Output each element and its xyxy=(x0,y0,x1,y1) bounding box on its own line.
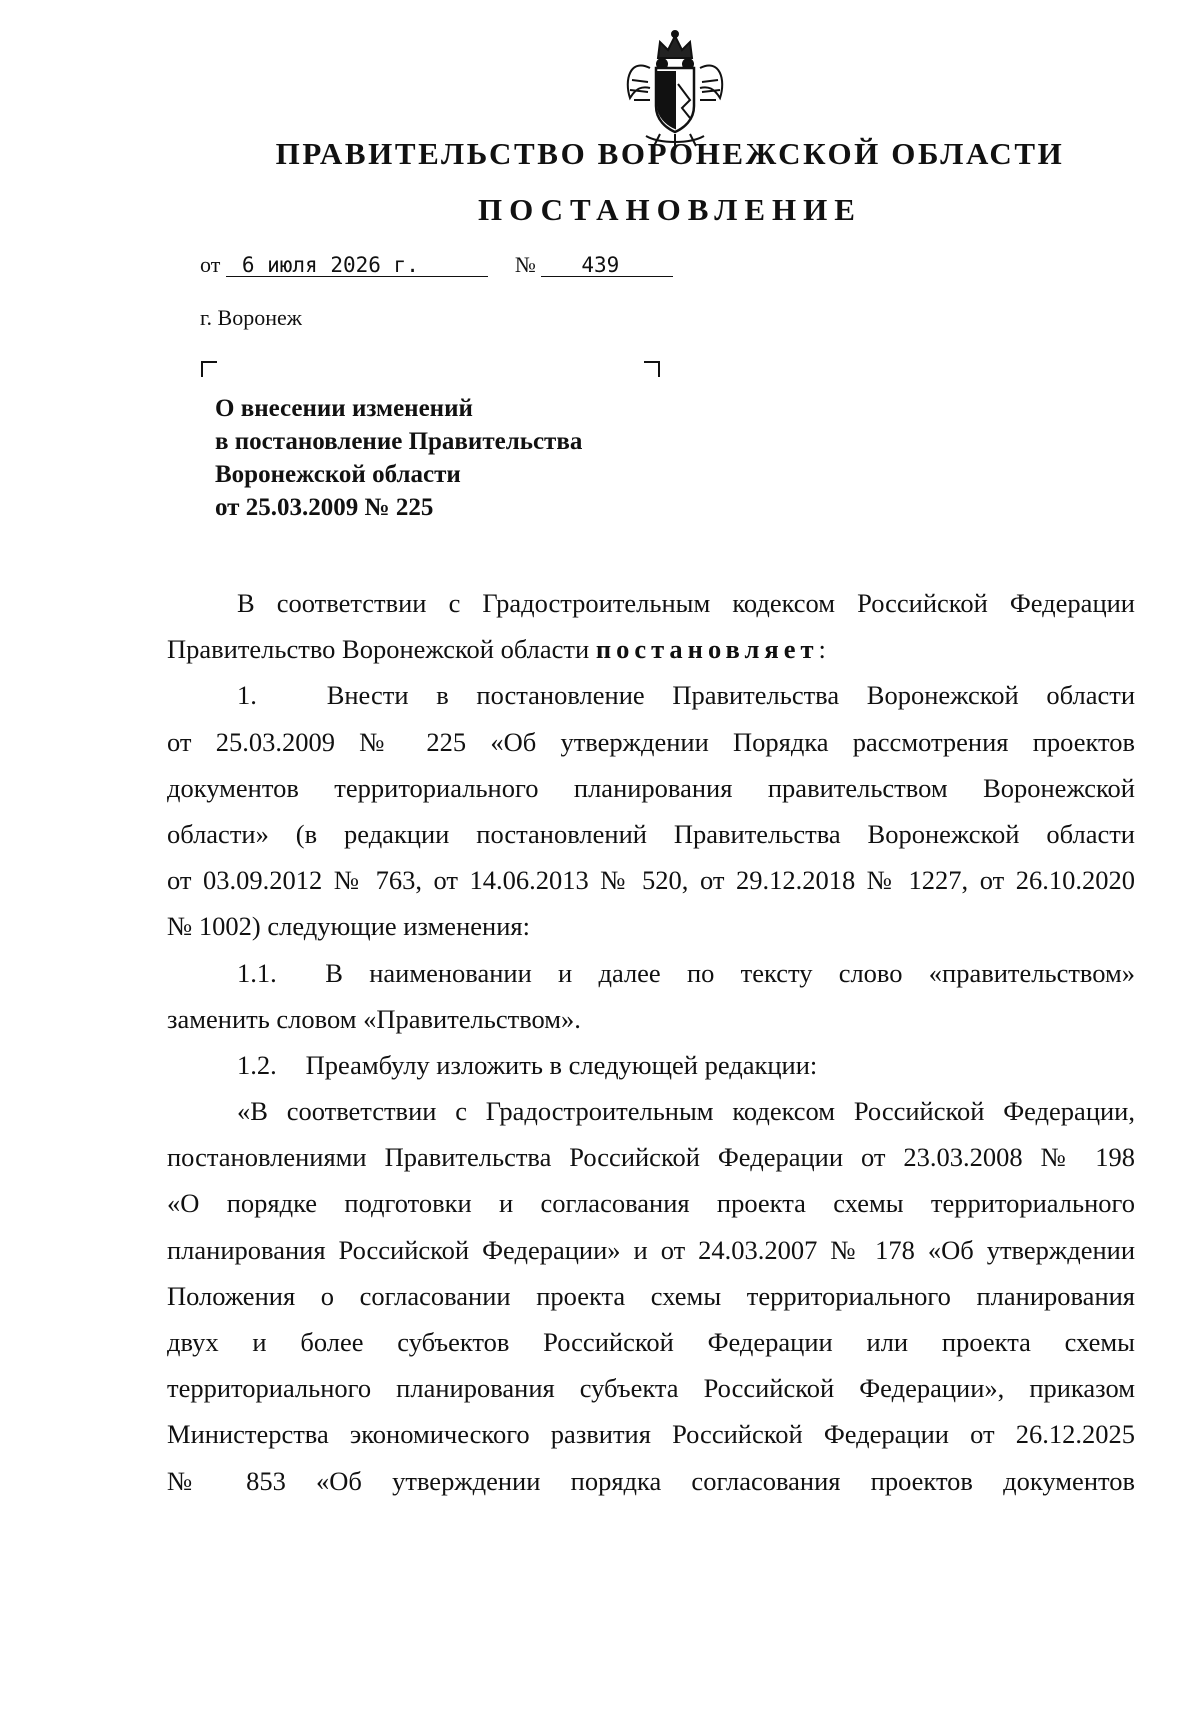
paragraph-1-number: 1. xyxy=(237,680,257,711)
government-name: ПРАВИТЕЛЬСТВО ВОРОНЕЖСКОЙ ОБЛАСТИ xyxy=(275,136,1065,171)
paragraph-1-line xyxy=(167,672,1135,718)
subject-line: Воронежской области xyxy=(215,461,461,488)
quoted-preamble-line: Министерства экономического развития Российской Федерации от 26.12.2025 xyxy=(167,1419,1135,1450)
paragraph-1-2-text: Преамбулу изложить в следующей редакции: xyxy=(305,1049,818,1080)
paragraph-1-line: № 1002) следующие изменения: xyxy=(167,911,530,942)
date-number-line xyxy=(200,252,673,278)
quoted-preamble-line: «О порядке подготовки и согласования проекта схемы территориального xyxy=(167,1188,1135,1219)
paragraph-1-line: области» (в редакции постановлений Правительства Воронежской области xyxy=(167,818,1135,849)
paragraph-1-text: Внести в постановление Правительства Воронежской области xyxy=(326,680,1135,711)
paragraph-1-2-line xyxy=(167,1042,1135,1088)
document-body xyxy=(167,580,1135,1504)
bracket-top-right xyxy=(644,361,660,377)
document-type: ПОСТАНОВЛЕНИЕ xyxy=(478,192,862,227)
quoted-preamble-line: Положения о согласовании проекта схемы территориального планирования xyxy=(167,1280,1135,1311)
preamble-line xyxy=(167,626,1135,672)
quoted-preamble-line: «В соответствии с Градостроительным кодексом Российской Федерации, xyxy=(237,1096,1135,1127)
paragraph-1-line: от 03.09.2012 № 763, от 14.06.2013 № 520, от 29.12.2018 № 1227, от 26.10.2020 xyxy=(167,865,1135,896)
subject-line: от 25.03.2009 № 225 xyxy=(215,494,434,521)
preamble-line: В соответствии с Градостроительным кодексом Российской Федерации xyxy=(237,588,1135,618)
subject-line: в постановление Правительства xyxy=(215,428,583,455)
paragraph-1-1-line: заменить словом «Правительством». xyxy=(167,1003,581,1034)
number-prefix: № xyxy=(514,252,536,277)
document-subject xyxy=(215,392,582,524)
preamble-colon: : xyxy=(818,634,826,665)
paragraph-1-1-line xyxy=(167,950,1135,996)
paragraph-1-1-text: В наименовании и далее по тексту слово «правительством» xyxy=(325,957,1135,988)
paragraph-1-line: документов территориального планирования правительством Воронежской xyxy=(167,772,1135,803)
paragraph-1-2-number: 1.2. xyxy=(237,1049,277,1080)
date-prefix: от xyxy=(200,252,221,277)
quoted-preamble-line: территориального планирования субъекта Российской Федерации», приказом xyxy=(167,1373,1135,1404)
quoted-preamble-line: планирования Российской Федерации» и от 24.03.2007 № 178 «Об утверждении xyxy=(167,1234,1135,1265)
city-name: г. Воронеж xyxy=(200,305,302,330)
date-field: 6 июля 2026 г. xyxy=(226,254,488,277)
quoted-preamble-line: двух и более субъектов Российской Федерации или проекта схемы xyxy=(167,1327,1135,1357)
paragraph-1-1-number: 1.1. xyxy=(237,957,277,988)
preamble-verb: постановляет xyxy=(595,634,819,665)
quoted-preamble-line: № 853 «Об утверждении порядка согласования проектов документов xyxy=(167,1465,1135,1496)
subject-line: О внесении изменений xyxy=(215,395,473,422)
number-field: 439 xyxy=(541,254,673,277)
quoted-preamble-line: постановлениями Правительства Российской Федерации от 23.03.2008 № 198 xyxy=(167,1142,1135,1173)
preamble-text: Правительство Воронежской области xyxy=(167,634,590,665)
bracket-top-left xyxy=(201,361,217,377)
paragraph-1-line: от 25.03.2009 № 225 «Об утверждении Порядка рассмотрения проектов xyxy=(167,726,1135,757)
